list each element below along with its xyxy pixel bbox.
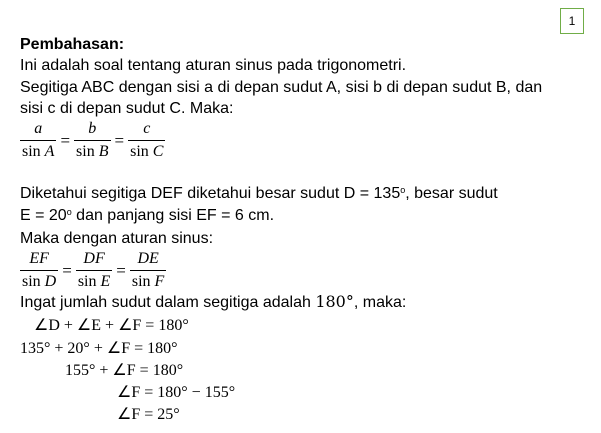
angle-c: C — [152, 143, 164, 160]
denominator-sin-d — [20, 270, 58, 291]
sin-label: sin — [22, 273, 41, 290]
intro-text: Ini adalah soal tentang aturan sinus pada trigonometri. — [20, 57, 407, 74]
sin-label: sin — [76, 143, 95, 160]
denominator-sin-b — [74, 140, 110, 161]
sin-label: sin — [130, 143, 149, 160]
angle-sum-lead: Ingat jumlah sudut dalam segitiga adalah — [20, 294, 316, 311]
angle-sum-value: 180° — [315, 292, 354, 311]
step-4: ∠F = 180° − 155° — [117, 384, 236, 401]
angle-a: A — [44, 143, 55, 160]
step-5: ∠F = 25° — [117, 406, 180, 423]
angle-f: F — [154, 273, 165, 290]
fraction-b — [74, 120, 110, 161]
numerator-de: DE — [137, 250, 159, 267]
fraction-ef — [20, 250, 58, 291]
fraction-df — [76, 250, 112, 291]
fraction-de — [130, 250, 166, 291]
triangle-description-line-2: sisi c di depan sudut C. Maka: — [20, 100, 234, 117]
heading: Pembahasan: — [20, 36, 125, 53]
step-1: ∠D + ∠E + ∠F = 180° — [34, 317, 189, 334]
angle-sum-text — [20, 292, 406, 313]
sin-label: sin — [131, 273, 151, 290]
equals-sign: = — [62, 260, 72, 280]
sine-rule-def — [20, 250, 166, 291]
sin-label: sin — [22, 143, 41, 160]
degree-sup: o — [66, 207, 72, 217]
step-2: 135° + 20° + ∠F = 180° — [20, 340, 178, 357]
given-line-1 — [20, 184, 498, 204]
numerator-b: b — [88, 120, 97, 137]
equals-sign: = — [114, 130, 125, 150]
given-2-tail: dan panjang sisi EF = 6 cm. — [71, 207, 275, 224]
angle-sum-tail: , maka: — [353, 294, 407, 311]
apply-rule-text: Maka dengan aturan sinus: — [20, 230, 214, 247]
angle-b: B — [98, 143, 109, 160]
denominator-sin-c — [128, 140, 165, 161]
numerator-df: DF — [83, 250, 105, 267]
numerator-ef: EF — [29, 250, 49, 267]
given-line-2 — [20, 206, 274, 226]
page-number: 1 — [560, 8, 584, 34]
denominator-sin-f — [130, 270, 166, 291]
given-2-text: E = 20 — [20, 207, 67, 224]
numerator-c: c — [143, 120, 151, 137]
numerator-a: a — [34, 120, 43, 137]
equals-sign: = — [60, 130, 71, 150]
triangle-description-line-1: Segitiga ABC dengan sisi a di depan sudut A, sisi b di depan sudut B, dan — [20, 79, 543, 96]
angle-e: E — [100, 273, 111, 290]
equals-sign: = — [116, 260, 126, 280]
step-3: 155° + ∠F = 180° — [65, 362, 184, 379]
degree-sup: o — [400, 185, 406, 195]
sine-rule-abc — [20, 120, 165, 161]
fraction-c — [128, 120, 165, 161]
given-1-tail: , besar sudut — [405, 185, 498, 202]
sin-label: sin — [77, 273, 97, 290]
fraction-a — [20, 120, 56, 161]
denominator-sin-e — [76, 270, 112, 291]
denominator-sin-a — [20, 140, 56, 161]
given-1-text: Diketahui segitiga DEF diketahui besar sudut D = 135 — [20, 185, 401, 202]
angle-d: D — [44, 273, 57, 290]
